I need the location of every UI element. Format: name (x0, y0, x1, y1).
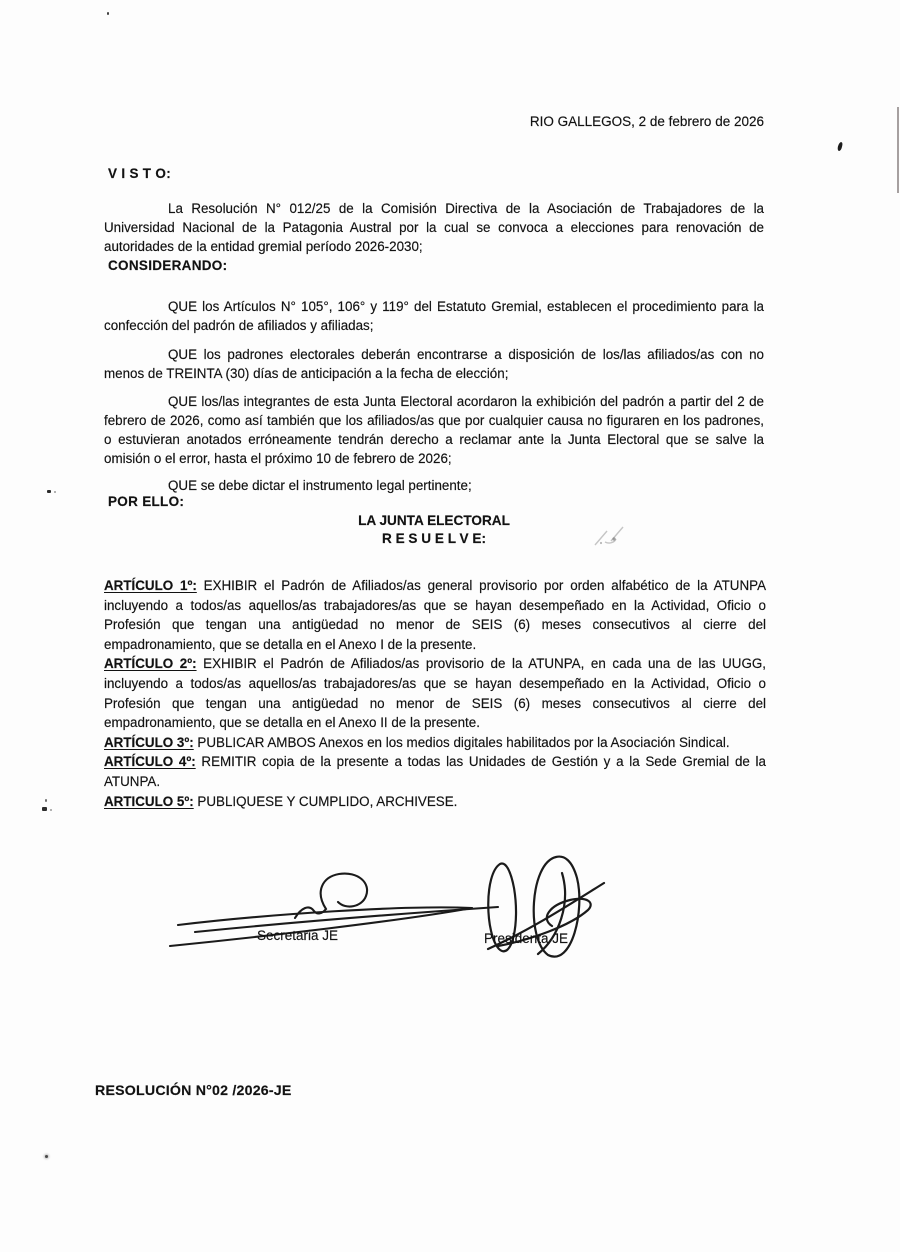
signatures-ink (100, 848, 640, 978)
considerando-clause: QUE los Artículos N° 105°, 106° y 119° del Estatuto Gremial, establecen el procedimiento para la confección del padrón de afiliados y afiliadas; (104, 299, 764, 334)
secretaria-signature-label: Secretaria JE (257, 928, 339, 943)
resuelve-line2: R E S U E L V E: (382, 531, 486, 546)
article-3-text: PUBLICAR AMBOS Anexos en los medios digitales habilitados por la Asociación Sindical. (193, 734, 730, 750)
visto-paragraph: La Resolución N° 012/25 de la Comisión Directiva de la Asociación de Trabajadores de la Universidad Nacional de la Patagonia Austral por la cual se convoca a elecciones para renovación de autoridades de la entidad gremial período 2026-2030; (104, 201, 764, 254)
article-1 (104, 576, 766, 654)
scan-mark (837, 142, 843, 152)
article-2-text: EXHIBIR el Padrón de Afiliados/as provisorio de la ATUNPA, en cada una de las UUGG, incluyendo a todos/as aquellos/as trabajadores/as que se hayan desempeñado en la Actividad, Oficio o Profesión que tengan una antigüedad no menor de SEIS (6) meses consecutivos al cierre del empadronamiento, que se detalla en el Anexo II de la presente. (104, 656, 766, 731)
article-3-label: ARTÍCULO 3º: (104, 734, 194, 750)
article-1-label: ARTÍCULO 1º: (104, 578, 197, 593)
scan-speck (42, 807, 47, 811)
article-1-text: EXHIBIR el Padrón de Afiliados/as general provisorio por orden alfabético de la ATUNPA incluyendo a todos/as aquellos/as trabajadores/as que se hayan desempeñado en la Actividad, Oficio o Profesión que tengan una antigüedad no menor de SEIS (6) meses consecutivos al cierre del empadronamiento, que se detalla en el Anexo I de la presente. (104, 578, 766, 652)
considerando-clause: QUE se debe dictar el instrumento legal pertinente; (168, 478, 472, 494)
scan-edge-artifact (897, 107, 899, 193)
considerando-heading: CONSIDERANDO: (108, 258, 228, 273)
presidenta-signature-label: Presidenta JE (484, 931, 569, 946)
scan-speck (107, 12, 109, 15)
scan-speck (54, 491, 56, 493)
article-5-text: PUBLIQUESE Y CUMPLIDO, ARCHIVESE. (193, 793, 458, 809)
article-4-label: ARTÍCULO 4º: (104, 754, 196, 770)
scan-speck (50, 809, 52, 811)
considerando-clause: QUE los/las integrantes de esta Junta Electoral acordaron la exhibición del padrón a partir del 2 de febrero de 2026, como así también que los afiliados/as que por cualquier causa no figuraren en los padrones, o estuvieran anotados erróneamente tendrán derecho a reclamar ante la Junta Electoral que se salve la omisión o el error, hasta el próximo 10 de febrero de 2026; (104, 394, 764, 466)
article-4 (104, 752, 766, 791)
article-5 (104, 792, 766, 812)
article-2-label: ARTÍCULO 2º: (104, 656, 197, 672)
resuelve-heading (104, 512, 764, 548)
resolution-number: RESOLUCIÓN N°02 /2026-JE (95, 1083, 292, 1099)
article-5-label: ARTICULO 5º: (104, 793, 194, 809)
article-2 (104, 654, 766, 732)
por-ello-heading: POR ELLO: (108, 494, 185, 509)
scan-speck (45, 799, 47, 802)
scan-speck (47, 490, 51, 493)
article-4-text: REMITIR copia de la presente a todas las Unidades de Gestión y a la Sede Gremial de la ATUNPA. (104, 754, 766, 789)
articles-block (104, 576, 766, 811)
resuelve-line1: LA JUNTA ELECTORAL (358, 513, 510, 528)
scan-smudge (592, 518, 644, 552)
considerando-clause: QUE los padrones electorales deberán encontrarse a disposición de los/las afiliados/as con no menos de TREINTA (30) días de anticipación a la fecha de elección; (104, 347, 764, 382)
dateline: RIO GALLEGOS, 2 de febrero de 2026 (529, 114, 764, 129)
visto-heading: V I S T O: (108, 166, 172, 181)
scan-speck (45, 1155, 48, 1158)
article-3 (104, 733, 766, 753)
